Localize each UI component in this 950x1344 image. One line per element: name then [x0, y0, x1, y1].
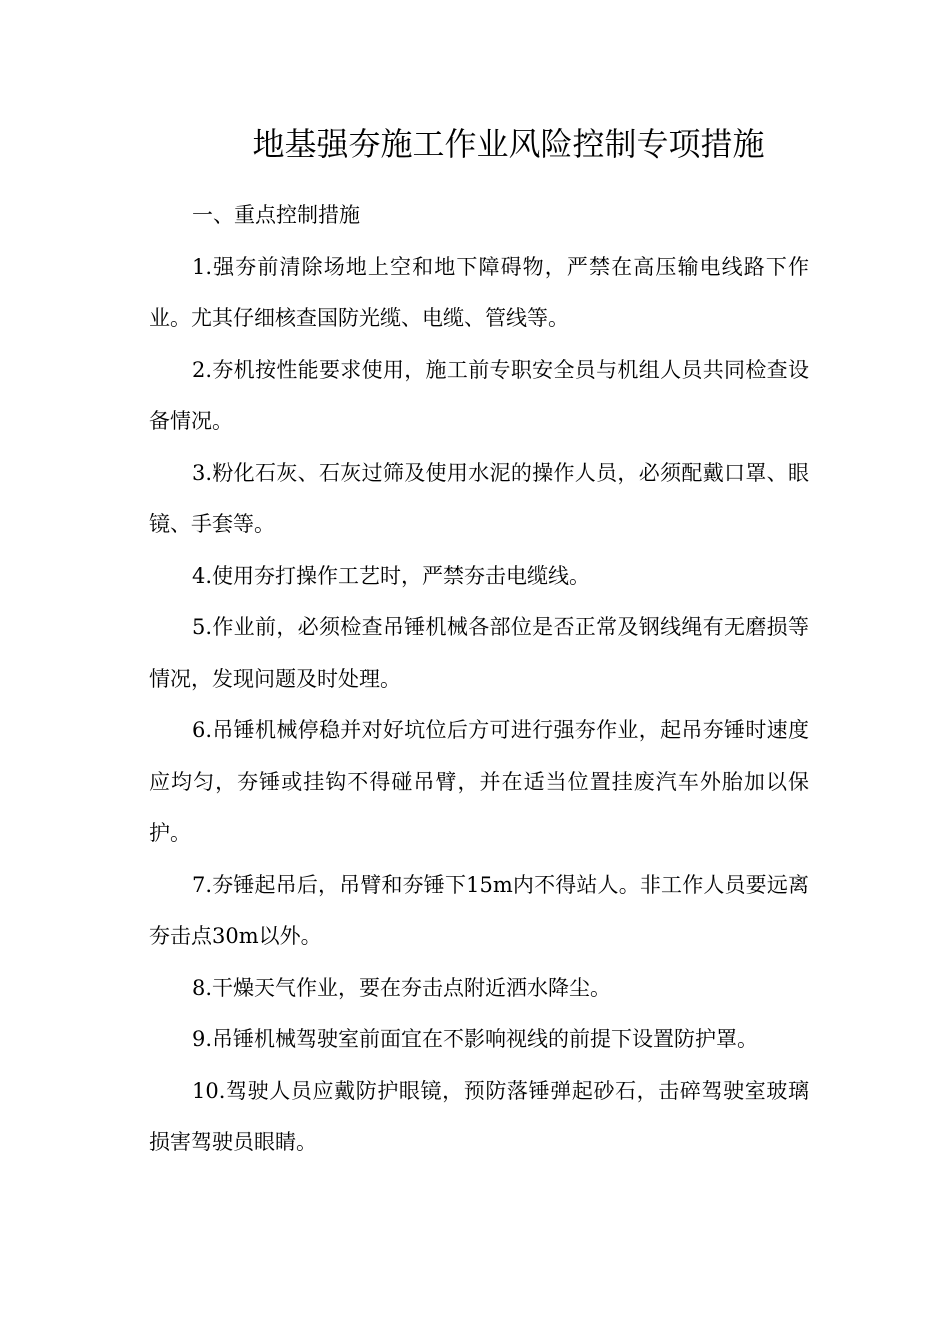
measure-paragraph-9: 9.吊锤机械驾驶室前面宜在不影响视线的前提下设置防护罩。 [192, 1027, 759, 1051]
document-title: 地基强夯施工作业风险控制专项措施 [252, 125, 765, 163]
measure-paragraph-10: 10.驾驶人员应戴防护眼镜，预防落锤弹起砂石，击碎驾驶室玻璃损害驾驶员眼睛。 [149, 1078, 809, 1154]
section-heading: 一、重点控制措施 [192, 203, 360, 227]
measure-paragraph-3: 3.粉化石灰、石灰过筛及使用水泥的操作人员，必须配戴口罩、眼镜、手套等。 [149, 460, 809, 536]
measure-paragraph-1: 1.强夯前清除场地上空和地下障碍物，严禁在高压输电线路下作业。尤其仔细核查国防光缆、电缆、管线等。 [149, 254, 809, 330]
measure-paragraph-6: 6.吊锤机械停稳并对好坑位后方可进行强夯作业，起吊夯锤时速度应均匀，夯锤或挂钩不得碰吊臂，并在适当位置挂废汽车外胎加以保护。 [149, 718, 809, 845]
measure-paragraph-8: 8.干燥天气作业，要在夯击点附近洒水降尘。 [192, 975, 612, 1000]
document-body [149, 190, 809, 1169]
measure-paragraph-5: 5.作业前，必须检查吊锤机械各部位是否正常及钢线绳有无磨损等情况，发现问题及时处理。 [149, 615, 809, 691]
measure-paragraph-4: 4.使用夯打操作工艺时，严禁夯击电缆线。 [192, 563, 591, 588]
measure-paragraph-7: 7.夯锤起吊后，吊臂和夯锤下15m内不得站人。非工作人员要远离夯击点30m以外。 [149, 872, 809, 948]
measure-paragraph-2: 2.夯机按性能要求使用，施工前专职安全员与机组人员共同检查设备情况。 [149, 357, 809, 433]
